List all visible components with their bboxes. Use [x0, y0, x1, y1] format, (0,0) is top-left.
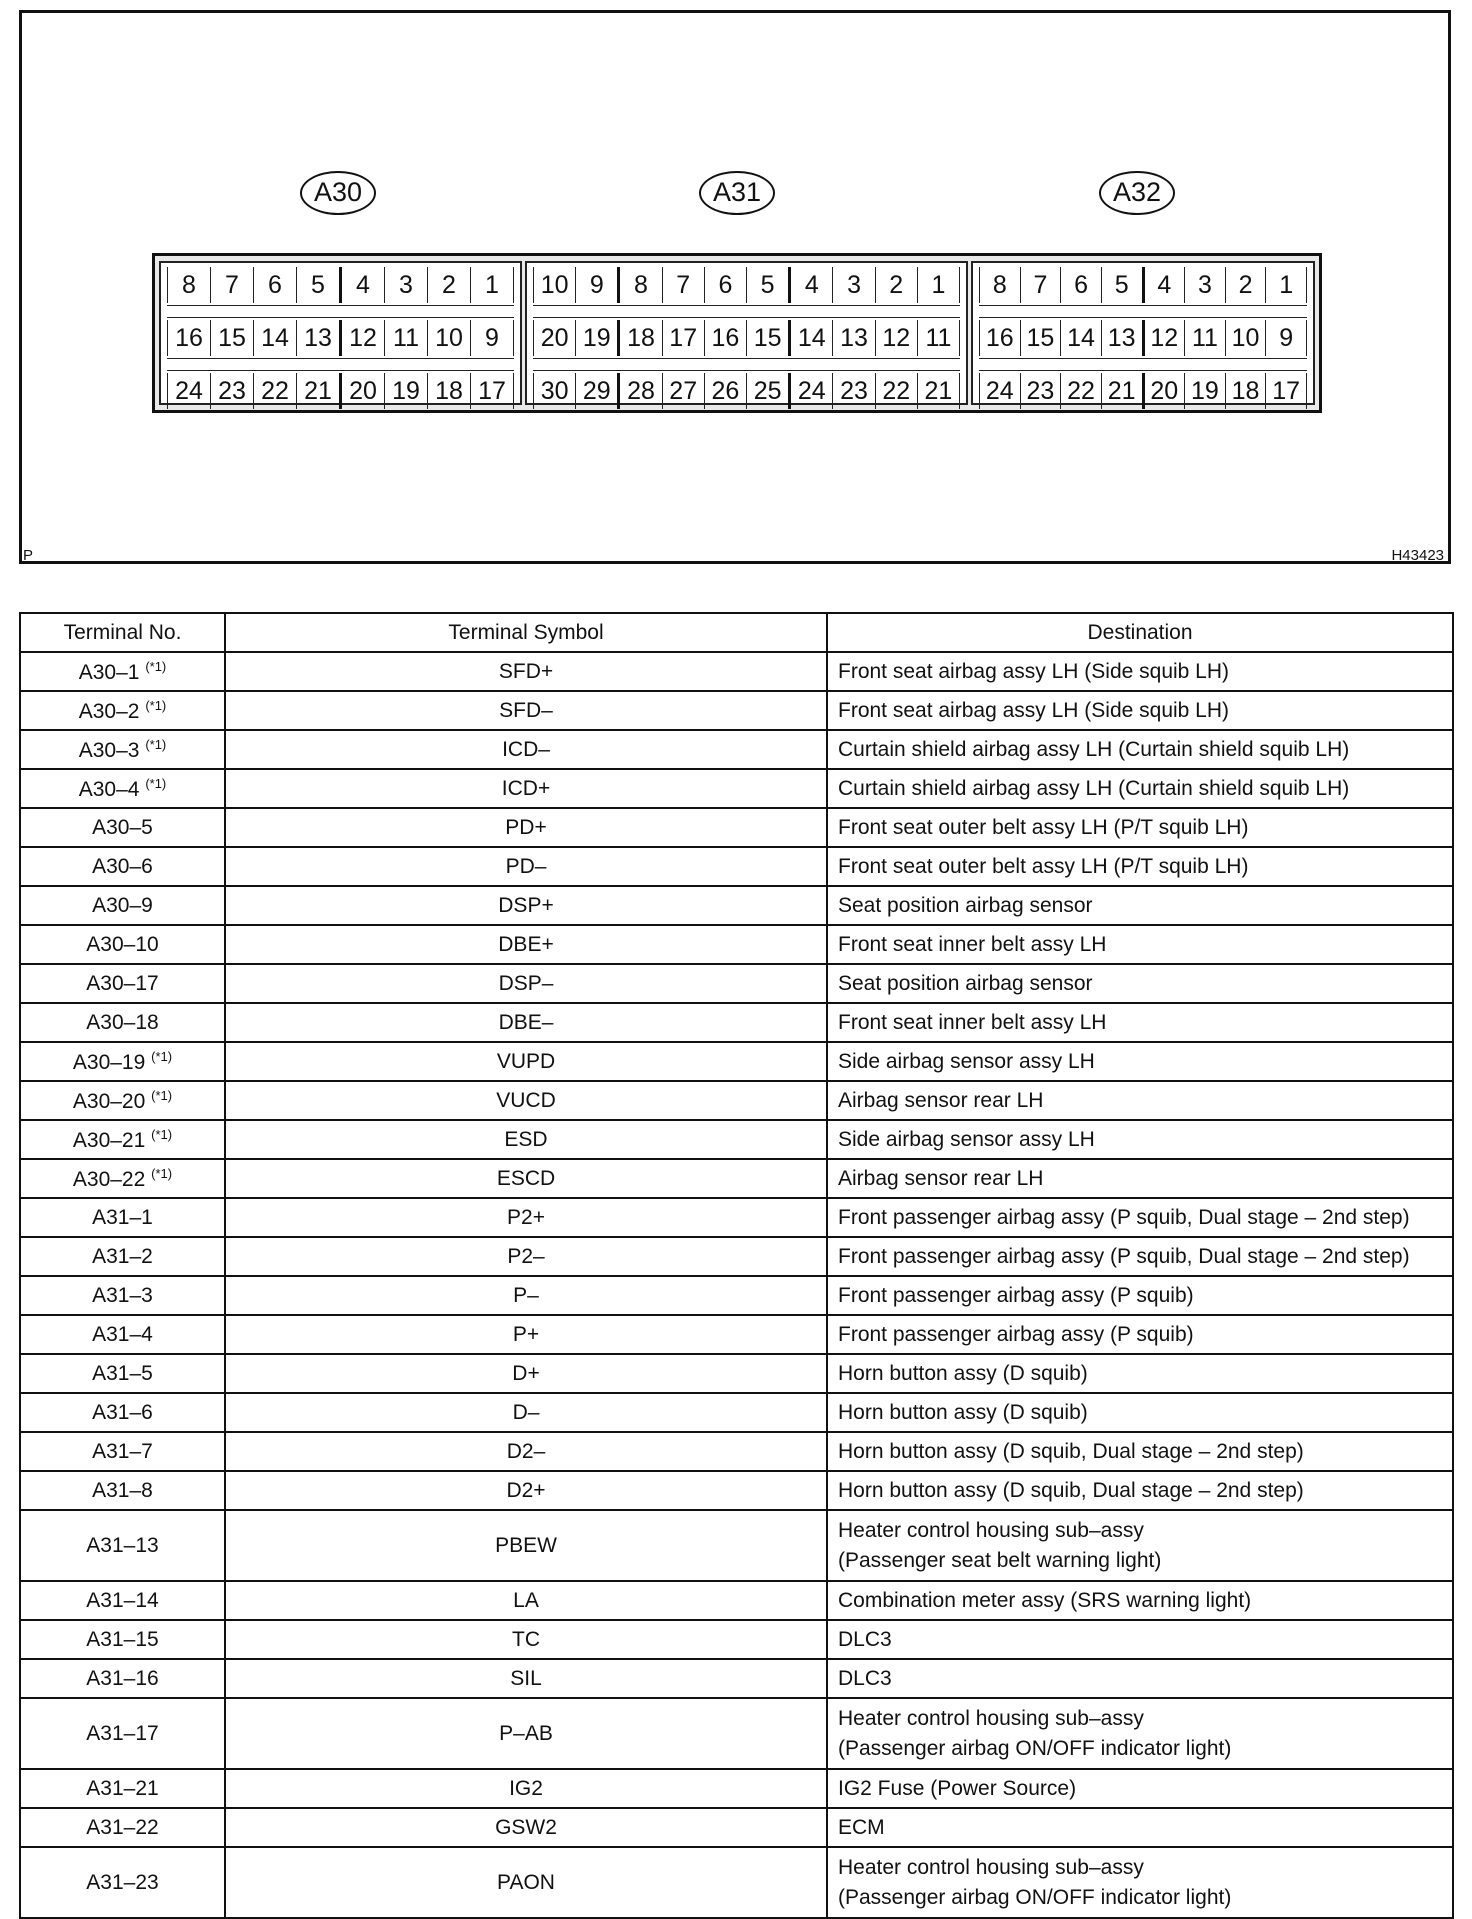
table-row: [20, 1510, 1453, 1581]
destination-cell: [827, 1120, 1453, 1159]
destination-cell: [827, 886, 1453, 925]
destination-line: Combination meter assy (SRS warning light): [838, 1588, 1252, 1612]
terminal-symbol: PD+: [225, 808, 827, 847]
destination-cell: [827, 1808, 1453, 1847]
terminal-no: A30–17: [86, 971, 159, 995]
destination-line: Heater control housing sub–assy: [838, 1706, 1144, 1730]
destination-cell: [827, 1159, 1453, 1198]
terminal-no: A31–4: [92, 1322, 153, 1346]
pin-cell: 14: [1060, 320, 1101, 356]
terminal-no: A31–17: [86, 1721, 159, 1745]
terminal-no-cell: [20, 1315, 225, 1354]
terminal-no-cell: [20, 1808, 225, 1847]
pin-row: [167, 373, 514, 409]
terminal-symbol: P+: [225, 1315, 827, 1354]
terminal-no: A31–6: [92, 1400, 153, 1424]
terminal-no-cell: [20, 1659, 225, 1698]
pin-row: [533, 373, 960, 409]
terminal-symbol: PBEW: [225, 1510, 827, 1581]
destination-line: Side airbag sensor assy LH: [838, 1049, 1095, 1073]
connector-label-a32: A32: [1099, 171, 1175, 215]
terminal-no-cell: [20, 847, 225, 886]
figure-id-code: H43423: [1391, 547, 1444, 564]
table-row: [20, 847, 1453, 886]
terminal-symbol: LA: [225, 1581, 827, 1620]
pin-cell: 14: [253, 320, 296, 356]
terminal-no: A30–22: [72, 1167, 146, 1191]
destination-line: Front passenger airbag assy (P squib): [838, 1283, 1194, 1307]
table-row: [20, 1769, 1453, 1808]
destination-line: Curtain shield airbag assy LH (Curtain shield squib LH): [838, 737, 1350, 761]
terminal-no-cell: [20, 1620, 225, 1659]
pin-row: [979, 267, 1307, 303]
destination-line: Front seat outer belt assy LH (P/T squib LH): [838, 854, 1249, 878]
terminal-note: (*1): [145, 775, 167, 791]
table-row: [20, 964, 1453, 1003]
pin-row: [533, 320, 960, 356]
terminal-no-cell: [20, 1120, 225, 1159]
pin-cell: 17: [470, 373, 514, 409]
destination-cell: [827, 1698, 1453, 1769]
terminal-symbol: D2–: [225, 1432, 827, 1471]
destination-cell: [827, 1276, 1453, 1315]
terminal-no-cell: [20, 730, 225, 769]
pin-cell: 1: [1265, 267, 1307, 303]
pin-cell: 29: [575, 373, 617, 409]
pin-cell: 6: [704, 267, 746, 303]
pin-cell: 1: [917, 267, 960, 303]
terminal-no-cell: [20, 652, 225, 691]
pin-cell: 5: [746, 267, 788, 303]
terminal-no: A31–5: [92, 1361, 153, 1385]
terminal-no-cell: [20, 925, 225, 964]
pin-cell: 24: [979, 373, 1020, 409]
terminal-no-cell: [20, 1042, 225, 1081]
terminal-no: A30–2: [78, 699, 140, 723]
terminal-symbol: D+: [225, 1354, 827, 1393]
terminal-symbol: PD–: [225, 847, 827, 886]
destination-cell: [827, 808, 1453, 847]
pin-cell: 20: [1142, 373, 1185, 409]
pin-cell: 18: [427, 373, 470, 409]
table-row: [20, 1393, 1453, 1432]
pin-cell: 21: [917, 373, 960, 409]
terminal-no: A31–7: [92, 1439, 153, 1463]
pin-cell: 12: [1142, 320, 1185, 356]
destination-line: Airbag sensor rear LH: [838, 1166, 1044, 1190]
pin-row-divider: [979, 305, 1307, 318]
connector-block-a30: [159, 261, 522, 405]
terminal-symbol: ICD+: [225, 769, 827, 808]
destination-cell: [827, 1432, 1453, 1471]
pin-cell: 26: [704, 373, 746, 409]
terminal-no-cell: [20, 1847, 225, 1918]
terminal-no-cell: [20, 1081, 225, 1120]
terminal-no: A31–1: [92, 1205, 153, 1229]
table-row: [20, 1471, 1453, 1510]
pin-cell: 21: [1101, 373, 1142, 409]
header-terminal-symbol: Terminal Symbol: [225, 613, 827, 652]
table-row: [20, 1237, 1453, 1276]
connector-label-a31: A31: [699, 171, 775, 215]
pin-cell: 3: [1184, 267, 1225, 303]
destination-line: Front passenger airbag assy (P squib, Dual stage – 2nd step): [838, 1244, 1410, 1268]
pin-cell: 10: [1225, 320, 1266, 356]
header-destination: Destination: [827, 613, 1453, 652]
destination-cell: [827, 925, 1453, 964]
pin-cell: 23: [1020, 373, 1061, 409]
terminal-note: (*1): [151, 1126, 173, 1142]
destination-line: DLC3: [838, 1666, 892, 1690]
terminal-no: A31–22: [86, 1815, 159, 1839]
terminal-no-cell: [20, 1510, 225, 1581]
destination-cell: [827, 1393, 1453, 1432]
terminal-note: (*1): [151, 1165, 173, 1181]
terminal-no: A31–21: [86, 1776, 159, 1800]
pin-row: [167, 320, 514, 356]
terminal-symbol: VUCD: [225, 1081, 827, 1120]
table-row: [20, 730, 1453, 769]
table-row: [20, 1159, 1453, 1198]
destination-cell: [827, 1471, 1453, 1510]
pin-cell: 1: [470, 267, 514, 303]
pin-row-divider: [979, 358, 1307, 371]
destination-cell: [827, 1237, 1453, 1276]
pin-row: [979, 320, 1307, 356]
destination-cell: [827, 769, 1453, 808]
terminal-no: A31–13: [86, 1533, 159, 1557]
pin-cell: 15: [210, 320, 253, 356]
pin-cell: 8: [167, 267, 210, 303]
terminal-no: A30–5: [92, 815, 153, 839]
table-row: [20, 1432, 1453, 1471]
table-row: [20, 769, 1453, 808]
pin-cell: 10: [533, 267, 575, 303]
pin-cell: 3: [832, 267, 874, 303]
terminal-no-cell: [20, 1769, 225, 1808]
table-row: [20, 652, 1453, 691]
destination-cell: [827, 1620, 1453, 1659]
pin-cell: 7: [1020, 267, 1061, 303]
destination-line: Seat position airbag sensor: [838, 893, 1093, 917]
terminal-symbol: DBE+: [225, 925, 827, 964]
pin-cell: 30: [533, 373, 575, 409]
terminal-symbol: VUPD: [225, 1042, 827, 1081]
pin-cell: 5: [1101, 267, 1142, 303]
terminal-no-cell: [20, 1698, 225, 1769]
destination-line: Seat position airbag sensor: [838, 971, 1093, 995]
pin-cell: 5: [296, 267, 339, 303]
pin-cell: 23: [832, 373, 874, 409]
pin-cell: 9: [470, 320, 514, 356]
terminal-no-cell: [20, 1354, 225, 1393]
connector-block-a32: [971, 261, 1315, 405]
pin-cell: 2: [875, 267, 917, 303]
terminal-symbol: TC: [225, 1620, 827, 1659]
table-header-row: [20, 613, 1453, 652]
pin-cell: 6: [253, 267, 296, 303]
terminal-symbol: P–: [225, 1276, 827, 1315]
pin-cell: 25: [746, 373, 788, 409]
destination-cell: [827, 1354, 1453, 1393]
destination-line: Airbag sensor rear LH: [838, 1088, 1044, 1112]
terminal-note: (*1): [145, 658, 167, 674]
terminal-no-cell: [20, 1581, 225, 1620]
destination-line: (Passenger seat belt warning light): [838, 1548, 1162, 1572]
terminal-no: A31–15: [86, 1627, 159, 1651]
terminal-no-cell: [20, 1003, 225, 1042]
terminal-symbol: SFD+: [225, 652, 827, 691]
terminal-symbol: P2–: [225, 1237, 827, 1276]
pin-cell: 12: [875, 320, 917, 356]
pin-cell: 15: [746, 320, 788, 356]
pin-cell: 19: [1184, 373, 1225, 409]
pin-row: [979, 373, 1307, 409]
terminal-no: A30–1: [78, 660, 140, 684]
terminal-no-cell: [20, 1276, 225, 1315]
pin-cell: 6: [1060, 267, 1101, 303]
terminal-symbol: SIL: [225, 1659, 827, 1698]
table-row: [20, 1081, 1453, 1120]
destination-cell: [827, 1003, 1453, 1042]
pin-cell: 17: [662, 320, 704, 356]
pin-cell: 16: [979, 320, 1020, 356]
destination-line: Front seat inner belt assy LH: [838, 1010, 1107, 1034]
destination-line: (Passenger airbag ON/OFF indicator light): [838, 1736, 1232, 1760]
table-row: [20, 1354, 1453, 1393]
destination-cell: [827, 1847, 1453, 1918]
terminal-symbol: P2+: [225, 1198, 827, 1237]
connector-body: [152, 253, 1322, 413]
destination-line: Horn button assy (D squib): [838, 1361, 1088, 1385]
terminal-symbol: ESD: [225, 1120, 827, 1159]
destination-cell: [827, 652, 1453, 691]
destination-line: Front seat outer belt assy LH (P/T squib LH): [838, 815, 1249, 839]
pin-cell: 13: [296, 320, 339, 356]
pin-cell: 19: [384, 373, 427, 409]
pin-cell: 14: [788, 320, 832, 356]
table-row: [20, 691, 1453, 730]
terminal-symbol: ICD–: [225, 730, 827, 769]
pin-cell: 18: [617, 320, 661, 356]
terminal-no: A30–10: [86, 932, 159, 956]
pin-cell: 28: [617, 373, 661, 409]
pin-row: [533, 267, 960, 303]
pin-cell: 9: [1265, 320, 1307, 356]
terminal-no: A31–3: [92, 1283, 153, 1307]
terminal-no: A30–19: [72, 1050, 146, 1074]
pin-cell: 3: [384, 267, 427, 303]
pin-cell: 7: [210, 267, 253, 303]
terminal-note: (*1): [151, 1048, 173, 1064]
pin-cell: 8: [979, 267, 1020, 303]
destination-cell: [827, 964, 1453, 1003]
pin-cell: 15: [1020, 320, 1061, 356]
pin-cell: 4: [1142, 267, 1185, 303]
table-row: [20, 1003, 1453, 1042]
table-row: [20, 886, 1453, 925]
destination-line: IG2 Fuse (Power Source): [838, 1776, 1077, 1800]
terminal-no-cell: [20, 1393, 225, 1432]
destination-cell: [827, 1198, 1453, 1237]
destination-cell: [827, 1081, 1453, 1120]
terminal-symbol: GSW2: [225, 1808, 827, 1847]
terminal-no-cell: [20, 1432, 225, 1471]
pin-cell: 9: [575, 267, 617, 303]
destination-cell: [827, 1510, 1453, 1581]
connector-label-a30: A30: [300, 171, 376, 215]
terminal-symbol: PAON: [225, 1847, 827, 1918]
pin-cell: 18: [1225, 373, 1266, 409]
pin-cell: 20: [533, 320, 575, 356]
terminal-no: A30–21: [72, 1128, 146, 1152]
terminal-no-cell: [20, 769, 225, 808]
destination-line: Horn button assy (D squib, Dual stage – 2nd step): [838, 1478, 1304, 1502]
destination-line: (Passenger airbag ON/OFF indicator light): [838, 1885, 1232, 1909]
table-row: [20, 1698, 1453, 1769]
destination-line: Front seat airbag assy LH (Side squib LH): [838, 698, 1230, 722]
terminal-no: A30–3: [78, 738, 140, 762]
terminal-no: A30–9: [92, 893, 153, 917]
pin-cell: 7: [662, 267, 704, 303]
pin-cell: 23: [210, 373, 253, 409]
pin-row-divider: [167, 305, 514, 318]
table-row: [20, 1808, 1453, 1847]
table-row: [20, 925, 1453, 964]
destination-line: Front seat inner belt assy LH: [838, 932, 1107, 956]
pin-cell: 12: [339, 320, 384, 356]
figure-corner-code-left: P: [23, 547, 34, 564]
pin-cell: 19: [575, 320, 617, 356]
terminal-symbol: IG2: [225, 1769, 827, 1808]
pin-cell: 22: [1060, 373, 1101, 409]
terminal-no-cell: [20, 1198, 225, 1237]
destination-line: ECM: [838, 1815, 885, 1839]
pin-cell: 13: [832, 320, 874, 356]
destination-cell: [827, 847, 1453, 886]
terminal-symbol: DSP+: [225, 886, 827, 925]
pin-cell: 13: [1101, 320, 1142, 356]
terminal-no-cell: [20, 964, 225, 1003]
destination-line: Front seat airbag assy LH (Side squib LH): [838, 659, 1230, 683]
connector-figure: [19, 10, 1451, 564]
destination-line: Side airbag sensor assy LH: [838, 1127, 1095, 1151]
terminal-no: A30–4: [78, 777, 140, 801]
destination-cell: [827, 1769, 1453, 1808]
pin-cell: 8: [617, 267, 661, 303]
pin-cell: 27: [662, 373, 704, 409]
pin-cell: 24: [788, 373, 832, 409]
table-row: [20, 1315, 1453, 1354]
pin-cell: 11: [1184, 320, 1225, 356]
pin-cell: 22: [253, 373, 296, 409]
pin-cell: 20: [339, 373, 384, 409]
terminal-note: (*1): [151, 1087, 173, 1103]
pin-cell: 24: [167, 373, 210, 409]
pin-cell: 10: [427, 320, 470, 356]
pin-row-divider: [533, 305, 960, 318]
pin-cell: 11: [384, 320, 427, 356]
terminal-no: A31–16: [86, 1666, 159, 1690]
pin-cell: 11: [917, 320, 960, 356]
destination-cell: [827, 1042, 1453, 1081]
terminal-no-cell: [20, 1237, 225, 1276]
connector-block-a31: [525, 261, 968, 405]
table-row: [20, 1198, 1453, 1237]
table-row: [20, 1120, 1453, 1159]
table-row: [20, 1276, 1453, 1315]
table-row: [20, 1659, 1453, 1698]
terminal-no: A31–2: [92, 1244, 153, 1268]
table-row: [20, 1847, 1453, 1918]
terminal-no: A31–23: [86, 1870, 159, 1894]
terminal-note: (*1): [145, 697, 167, 713]
pin-cell: 4: [339, 267, 384, 303]
pin-cell: 4: [788, 267, 832, 303]
terminal-no-cell: [20, 808, 225, 847]
destination-cell: [827, 730, 1453, 769]
pin-cell: 2: [427, 267, 470, 303]
pin-cell: 21: [296, 373, 339, 409]
terminal-no: A30–18: [86, 1010, 159, 1034]
terminal-no: A30–20: [72, 1089, 146, 1113]
destination-cell: [827, 1581, 1453, 1620]
table-row: [20, 808, 1453, 847]
table-row: [20, 1042, 1453, 1081]
pin-cell: 16: [167, 320, 210, 356]
terminal-symbol: DBE–: [225, 1003, 827, 1042]
destination-line: DLC3: [838, 1627, 892, 1651]
pin-row-divider: [167, 358, 514, 371]
pin-row-divider: [533, 358, 960, 371]
table-row: [20, 1581, 1453, 1620]
pin-cell: 16: [704, 320, 746, 356]
destination-line: Front passenger airbag assy (P squib, Dual stage – 2nd step): [838, 1205, 1410, 1229]
destination-line: Horn button assy (D squib, Dual stage – 2nd step): [838, 1439, 1304, 1463]
pin-row: [167, 267, 514, 303]
pin-cell: 2: [1225, 267, 1266, 303]
terminal-no: A31–14: [86, 1588, 159, 1612]
terminal-no-cell: [20, 1471, 225, 1510]
terminal-symbol: D2+: [225, 1471, 827, 1510]
pin-cell: 22: [875, 373, 917, 409]
terminal-no-cell: [20, 886, 225, 925]
terminal-no-cell: [20, 691, 225, 730]
terminal-symbol: ESCD: [225, 1159, 827, 1198]
terminal-symbol: SFD–: [225, 691, 827, 730]
terminal-note: (*1): [145, 736, 167, 752]
destination-line: Horn button assy (D squib): [838, 1400, 1088, 1424]
destination-line: Front passenger airbag assy (P squib): [838, 1322, 1194, 1346]
destination-cell: [827, 1315, 1453, 1354]
table-row: [20, 1620, 1453, 1659]
destination-line: Heater control housing sub–assy: [838, 1518, 1144, 1542]
terminal-symbol: D–: [225, 1393, 827, 1432]
terminal-no: A31–8: [92, 1478, 153, 1502]
destination-cell: [827, 1659, 1453, 1698]
terminal-no-cell: [20, 1159, 225, 1198]
destination-line: Curtain shield airbag assy LH (Curtain shield squib LH): [838, 776, 1350, 800]
terminal-no: A30–6: [92, 854, 153, 878]
header-terminal-no: Terminal No.: [20, 613, 225, 652]
terminal-symbol: P–AB: [225, 1698, 827, 1769]
pin-cell: 17: [1265, 373, 1307, 409]
destination-line: Heater control housing sub–assy: [838, 1855, 1144, 1879]
destination-cell: [827, 691, 1453, 730]
terminal-symbol: DSP–: [225, 964, 827, 1003]
terminal-table: [19, 612, 1454, 1919]
